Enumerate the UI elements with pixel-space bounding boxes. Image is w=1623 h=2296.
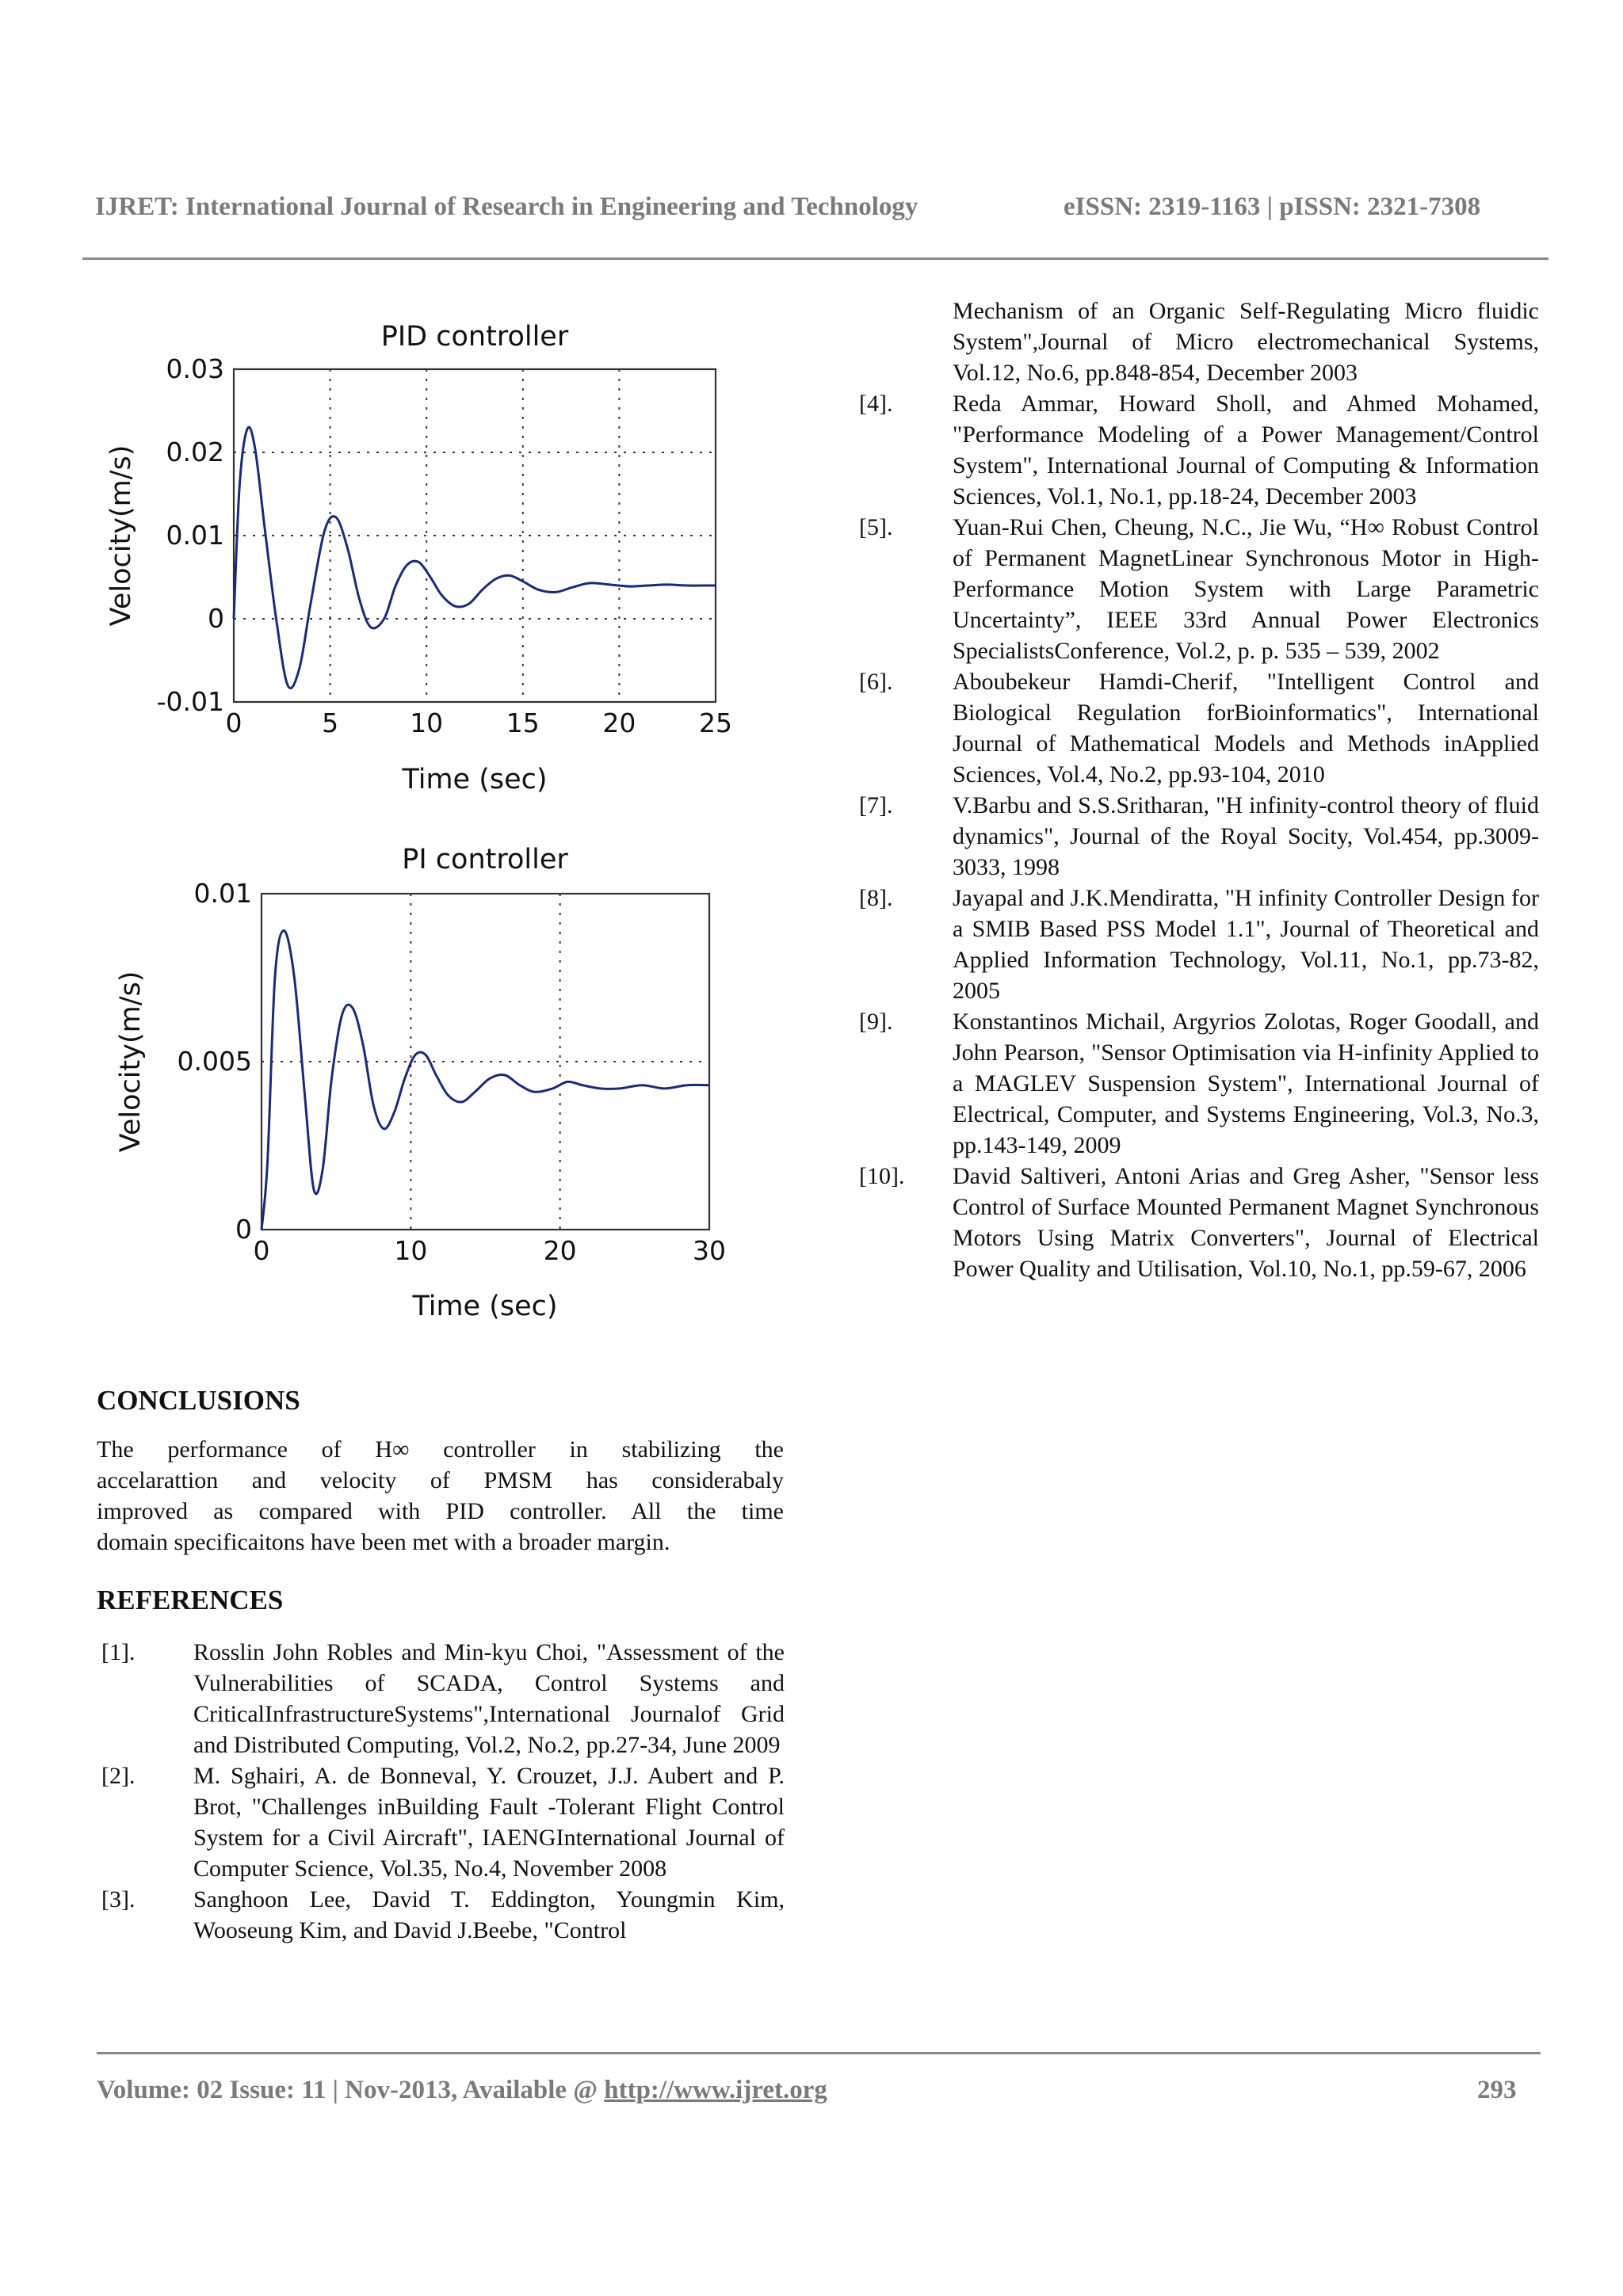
y-tick-label: 0.005 (177, 1046, 252, 1077)
reference-number: [8]. (859, 885, 893, 911)
pid-controller-chart (95, 309, 800, 816)
reference-number: [3]. (101, 1886, 136, 1913)
reference-item (856, 1006, 1539, 1161)
reference-item (97, 1884, 785, 1946)
y-tick-label: 0.02 (166, 437, 224, 467)
x-tick-label: 30 (693, 1235, 726, 1266)
y-axis-label: Velocity(m/s) (115, 971, 147, 1153)
reference-text: Reda Ammar, Howard Sholl, and Ahmed Mohamed, "Performance Modeling of a Power Management/Control System", International Journal of Computing & Information Sciences, Vol.1, No.1, pp.18-24, December 2003 (953, 391, 1539, 509)
reference-continuation (856, 296, 1539, 388)
reference-number: [4]. (859, 391, 893, 417)
reference-item (856, 388, 1539, 512)
page-footer (97, 2076, 1523, 2105)
journal-link[interactable]: http://www.ijret.org (604, 2076, 827, 2104)
velocity-series-line (234, 427, 716, 688)
reference-number: [5]. (859, 514, 893, 540)
y-tick-label: 0 (208, 603, 224, 634)
references-list-left (97, 1637, 785, 1946)
reference-text: Jayapal and J.K.Mendiratta, "H infinity Controller Design for a SMIB Based PSS Model 1.1", Journal of Theoretical and Applied Information Technology, Vol.11, No.1, pp.73-82, 2005 (953, 885, 1539, 1004)
reference-item (856, 790, 1539, 883)
reference-text: M. Sghairi, A. de Bonneval, Y. Crouzet, J.J. Aubert and P. Brot, "Challenges inBuilding Fault -Tolerant Flight Control System for a Civil Aircraft", IAENGInternational Journal of Computer Science, Vol.35, No.4, November 2008 (193, 1763, 785, 1882)
reference-number: [9]. (859, 1009, 893, 1035)
y-tick-label: -0.01 (156, 686, 224, 717)
x-axis-label: Time (sec) (412, 1291, 558, 1322)
reference-text: V.Barbu and S.S.Sritharan, "H infinity-control theory of fluid dynamics", Journal of the Royal Socity, Vol.454, pp.3009-3033, 1998 (953, 792, 1539, 880)
footer-volume-info: Volume: 02 Issue: 11 | Nov-2013, Available @ (97, 2076, 605, 2104)
reference-number: [1]. (101, 1639, 136, 1665)
reference-item (856, 512, 1539, 666)
page-header (95, 193, 1537, 222)
reference-number: [6]. (859, 669, 893, 695)
x-tick-label: 25 (699, 707, 732, 738)
x-tick-label: 10 (410, 707, 444, 738)
reference-text: Rosslin John Robles and Min-kyu Choi, "Assessment of the Vulnerabilities of SCADA, Control Systems and CriticalInfrastructureSystems",International Journalof Grid and Distributed Computing, Vol.2, No.2, pp.27-34, June 2009 (193, 1639, 785, 1758)
x-tick-label: 15 (506, 707, 540, 738)
footer-divider (97, 2052, 1541, 2054)
reference-item (856, 1161, 1539, 1284)
x-tick-label: 20 (543, 1235, 577, 1266)
reference-number: [2]. (101, 1763, 136, 1789)
reference-item (97, 1760, 785, 1884)
reference-number: [7]. (859, 792, 893, 818)
header-divider (82, 257, 1549, 260)
references-heading: REFERENCES (97, 1585, 284, 1615)
y-tick-label: 0 (235, 1214, 252, 1245)
reference-text: Yuan-Rui Chen, Cheung, N.C., Jie Wu, “H∞ Robust Control of Permanent MagnetLinear Synchronous Motor in High-Performance Motion System with Large Parametric Uncertainty”, IEEE 33rd Annual Power Electronics SpecialistsConference, Vol.2, p. p. 535 – 539, 2002 (953, 514, 1539, 664)
reference-number: [10]. (859, 1163, 905, 1189)
y-tick-label: 0.01 (166, 520, 224, 551)
y-tick-label: 0.03 (166, 353, 224, 384)
x-tick-label: 0 (253, 1235, 270, 1266)
conclusions-heading: CONCLUSIONS (97, 1385, 300, 1416)
x-tick-label: 20 (602, 707, 636, 738)
chart-title: PI controller (402, 844, 568, 875)
reference-text: Mechanism of an Organic Self-Regulating Micro fluidic System",Journal of Micro electromechanical Systems, Vol.12, No.6, pp.848-854, December 2003 (953, 298, 1539, 386)
references-list-right (856, 296, 1539, 1284)
conclusions-line: domain specificaitons have been met with a broader margin. (97, 1529, 670, 1555)
journal-title: IJRET: International Journal of Research in Engineering and Technology (95, 193, 918, 221)
reference-item (856, 666, 1539, 790)
chart-title: PID controller (380, 321, 569, 353)
issn-info: eISSN: 2319-1163 | pISSN: 2321-7308 (1064, 193, 1481, 221)
y-tick-label: 0.01 (193, 878, 252, 909)
x-tick-label: 10 (394, 1235, 428, 1266)
conclusions-line: The performance of H∞ controller in stabilizing the (97, 1436, 784, 1463)
reference-text: David Saltiveri, Antoni Arias and Greg Asher, "Sensor less Control of Surface Mounted Permanent Magnet Synchronous Motors Using Matrix Converters", Journal of Electrical Power Quality and Utilisation, Vol.10, No.1, pp.59-67, 2006 (953, 1163, 1539, 1282)
x-tick-label: 5 (322, 707, 339, 738)
conclusions-line: improved as compared with PID controller. All the time (97, 1498, 784, 1524)
reference-item (97, 1637, 785, 1760)
velocity-series-line (262, 931, 709, 1230)
reference-item (856, 883, 1539, 1006)
x-tick-label: 0 (225, 707, 242, 738)
page-number: 293 (1477, 2076, 1517, 2104)
conclusions-paragraph (97, 1434, 784, 1558)
reference-text: Aboubekeur Hamdi-Cherif, "Intelligent Control and Biological Regulation forBioinformatics", International Journal of Mathematical Models and Methods inApplied Sciences, Vol.4, No.2, pp.93-104, 2010 (953, 669, 1539, 788)
pi-controller-chart (95, 832, 800, 1339)
x-axis-label: Time (sec) (402, 764, 548, 795)
reference-text: Sanghoon Lee, David T. Eddington, Youngmin Kim, Wooseung Kim, and David J.Beebe, "Control (193, 1886, 785, 1943)
reference-text: Konstantinos Michail, Argyrios Zolotas, Roger Goodall, and John Pearson, "Sensor Optimisation via H-infinity Applied to a MAGLEV Suspension System", International Journal of Electrical, Computer, and Systems Engineering, Vol.3, No.3, pp.143-149, 2009 (953, 1009, 1539, 1158)
conclusions-line: accelarattion and velocity of PMSM has considerabaly (97, 1467, 784, 1493)
y-axis-label: Velocity(m/s) (105, 444, 137, 627)
